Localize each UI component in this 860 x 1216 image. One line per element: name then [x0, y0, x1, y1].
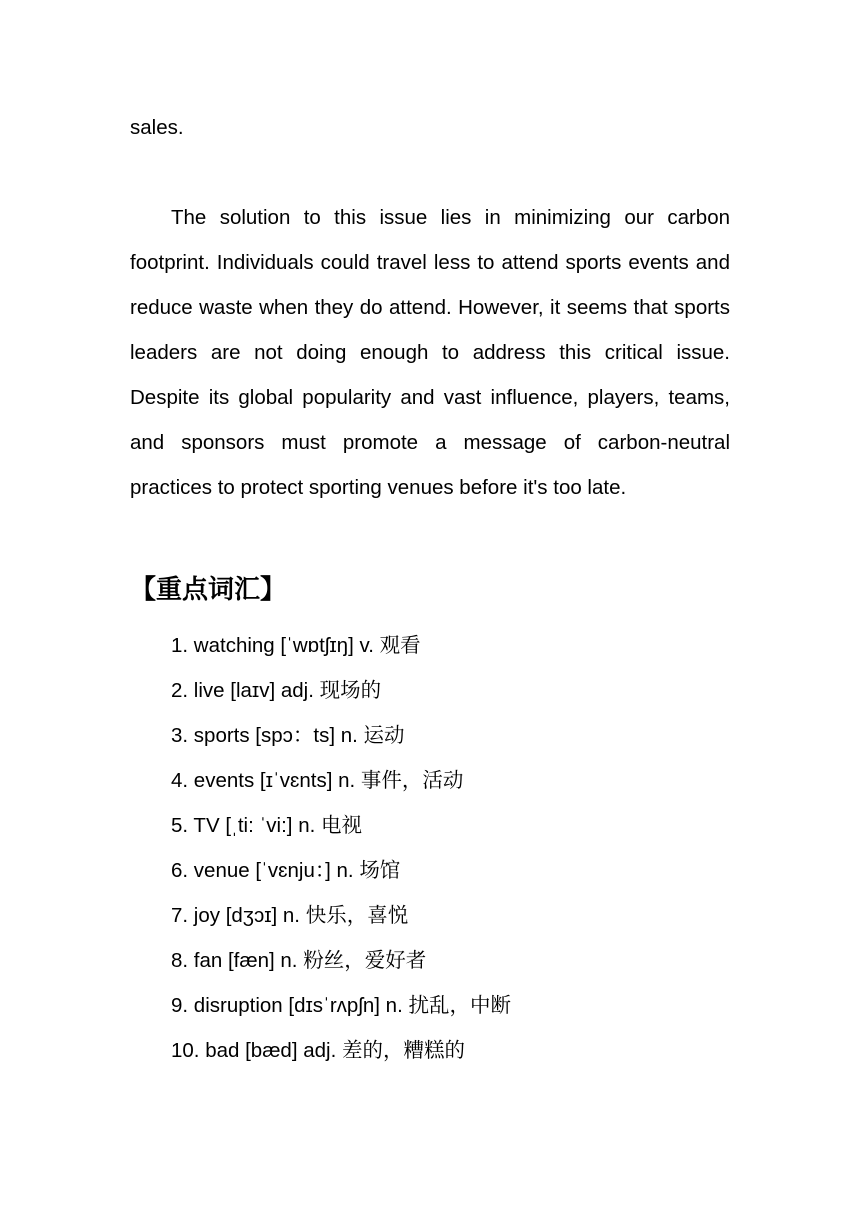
paragraph-solution: The solution to this issue lies in minimizing our carbon footprint. Individuals could travel less to attend sports events and reduce waste when they do attend. However, it seems that sports leaders are not doing enough to address this critical issue. Despite its global popularity and vast influence, players, teams, and sponsors must promote a message of carbon-neutral practices to protect sporting venues before it's too late. — [130, 206, 730, 499]
vocab-item — [171, 803, 511, 848]
vocab-term: 2. live [laɪv] adj. — [171, 679, 320, 702]
vocab-item — [171, 758, 511, 803]
vocab-item — [171, 848, 511, 893]
vocab-meaning: 场馆 — [359, 858, 401, 882]
vocab-meaning: 扰乱，中断 — [408, 993, 511, 1017]
vocab-term: 3. sports [spɔ：ts] n. — [171, 724, 364, 747]
vocab-term: 8. fan [fæn] n. — [171, 949, 304, 972]
vocab-item — [171, 668, 511, 713]
vocab-term: 10. bad [bæd] adj. — [171, 1039, 342, 1062]
vocab-item — [171, 893, 511, 938]
vocab-meaning: 事件，活动 — [360, 768, 464, 792]
vocab-meaning: 电视 — [321, 813, 362, 837]
section-heading-key-vocabulary: 【重点词汇】 — [130, 575, 287, 605]
vocab-item — [171, 983, 511, 1028]
vocab-meaning: 差的，糟糕的 — [341, 1038, 465, 1062]
vocab-item — [171, 713, 511, 758]
vocab-term: 6. venue [ˈvɛnju：] n. — [171, 859, 360, 882]
vocab-meaning: 快乐，喜悦 — [305, 903, 409, 927]
vocab-item — [171, 1028, 511, 1073]
vocab-item — [171, 938, 511, 983]
vocab-meaning: 粉丝，爱好者 — [303, 948, 427, 972]
vocab-meaning: 观看 — [379, 633, 421, 657]
vocab-term: 4. events [ɪˈvɛnts] n. — [171, 769, 361, 792]
vocabulary-list — [171, 623, 511, 1073]
vocab-term: 9. disruption [dɪsˈrʌpʃn] n. — [171, 994, 409, 1017]
vocab-term: 5. TV [ˌti: ˈvi:] n. — [171, 814, 321, 837]
vocab-meaning: 运动 — [363, 723, 405, 747]
paragraph-continuation: sales. — [130, 116, 184, 139]
vocab-meaning: 现场的 — [319, 678, 382, 702]
vocab-term: 7. joy [dʒɔɪ] n. — [171, 904, 306, 927]
vocab-term: 1. watching [ˈwɒtʃɪŋ] v. — [171, 634, 380, 657]
vocab-item — [171, 623, 511, 668]
